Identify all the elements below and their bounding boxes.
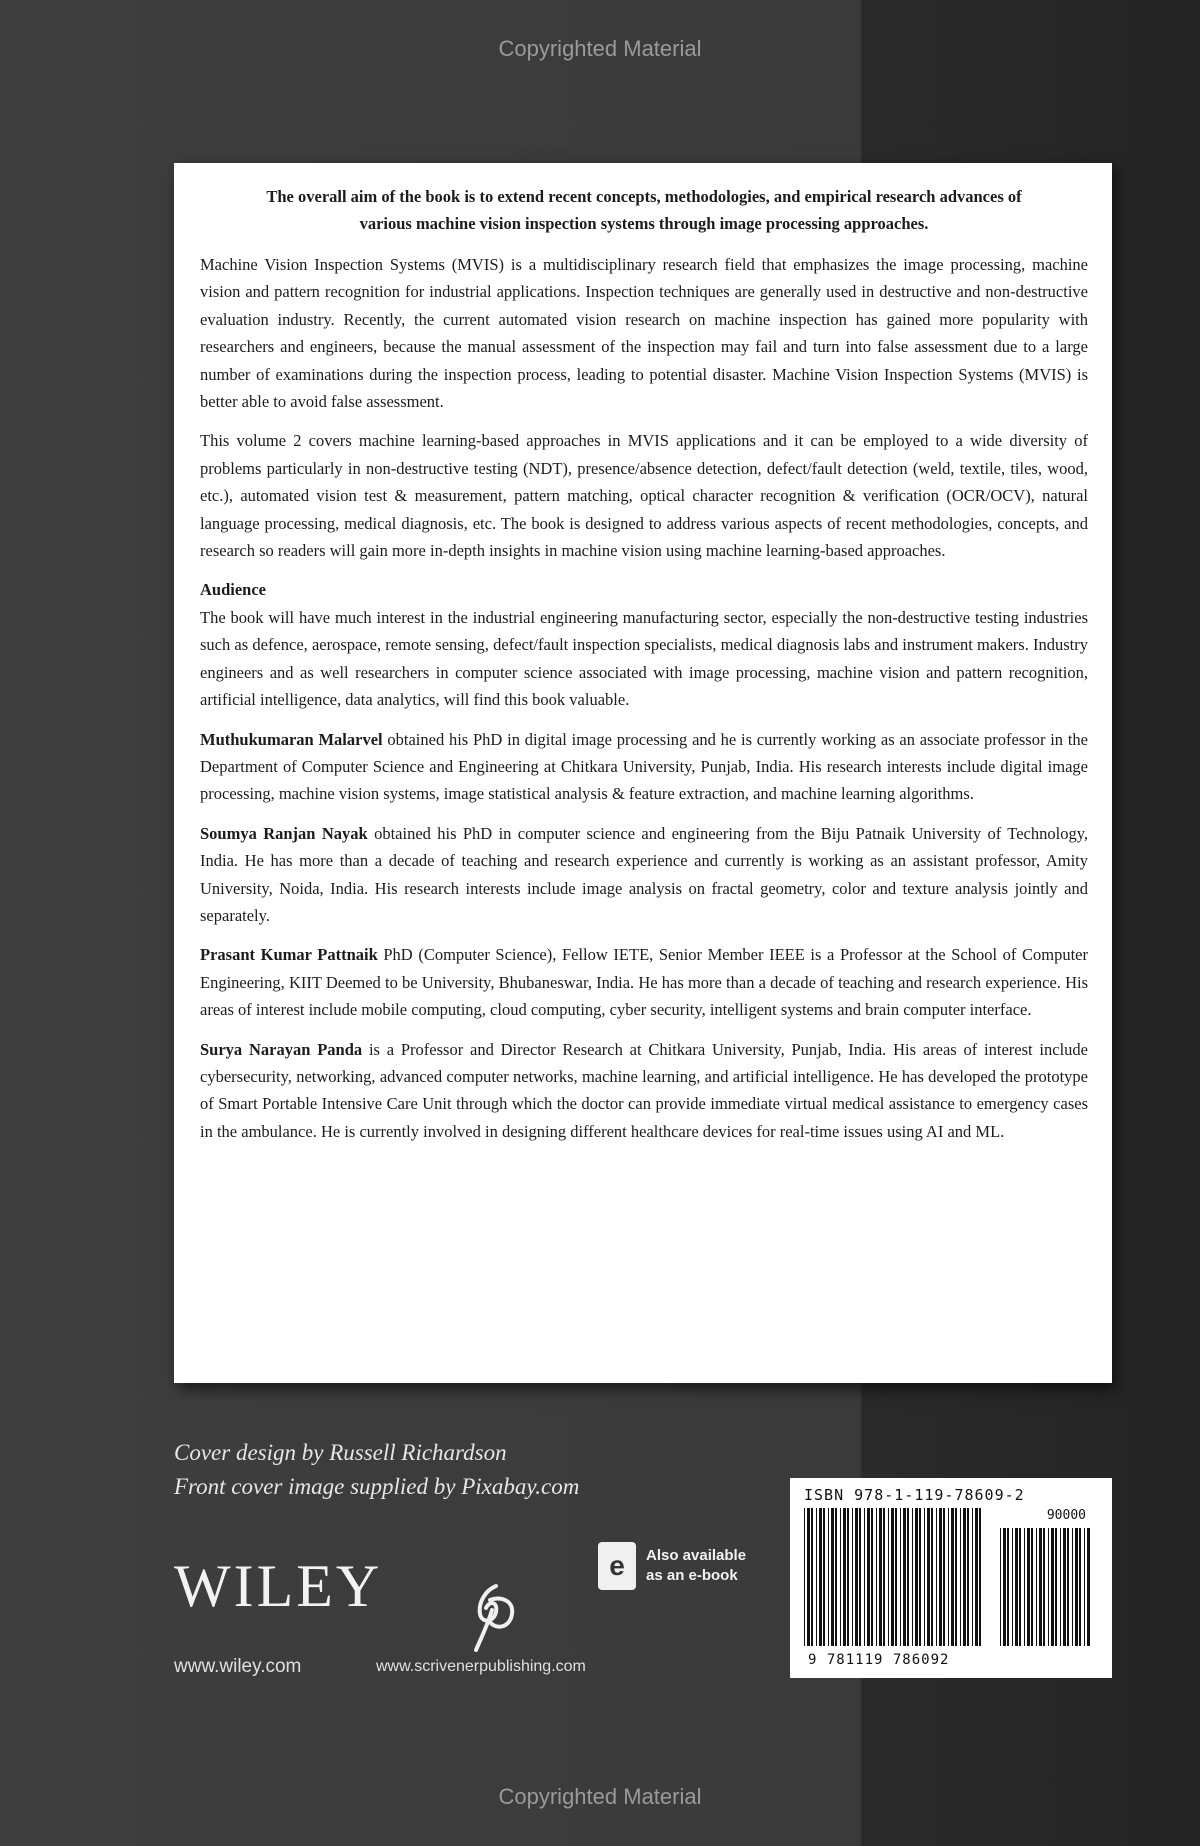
barcode-bar [804,1508,805,1646]
barcode-bar [871,1508,873,1646]
paragraph-volume: This volume 2 covers machine learning-based approaches in MVIS applications and it can be employed to a wide diversity of problems particularly in non-destructive testing (NDT), presence/absence detection, defect/fault detection (weld, textile, tiles, wood, etc.), automated vision test & measurement, pattern matching, optical character recognition & verification (OCR/OCV), natural language processing, medical diagnosis, etc. The book is designed to address various aspects of recent methodologies, concepts, and research so readers will gain more in-depth insights in machine vision using machine learning-based approaches. [200,431,1088,561]
barcode-bar [891,1508,894,1646]
barcode-bar [828,1508,829,1646]
barcode-bar [963,1508,966,1646]
barcode-bar [823,1508,825,1646]
barcode-bars-main [804,1508,984,1646]
barcode-bar [867,1508,870,1646]
author-name: Surya Narayan Panda [200,1039,363,1059]
barcode-number: 9 781119 786092 [808,1652,950,1668]
barcode-bar [951,1508,954,1646]
barcode-bar [1039,1528,1042,1646]
barcode-bar [1031,1528,1033,1646]
barcode-bar [831,1508,834,1646]
front-image-credit: Front cover image supplied by Pixabay.com [174,1474,580,1499]
isbn-barcode [790,1478,1112,1678]
barcode-bar [879,1508,882,1646]
copyright-watermark-top: Copyrighted Material [498,36,702,61]
ebook-badge [598,1542,746,1590]
wiley-logo: WILEY [174,1553,383,1619]
scrivener-url: www.scrivenerpublishing.com [376,1658,586,1675]
barcode-bar [915,1508,918,1646]
barcode-bar [912,1508,913,1646]
barcode-bar [847,1508,849,1646]
barcode-bar [1067,1528,1069,1646]
barcode-bar [1087,1528,1090,1646]
back-cover-text-panel [174,163,1112,1383]
barcode-bar [927,1508,930,1646]
ebook-icon: e [598,1542,636,1590]
barcode-bar [903,1508,906,1646]
barcode-bar [931,1508,933,1646]
barcode-bar [1051,1528,1054,1646]
author-bio-text: is a Professor and Director Research at Chitkara University, Punjab, India. His areas of interest include cybersecurity, networking, advanced computer networks, machine learning, and artificial intelligence. He has developed the prototype of Smart Portable Intensive Care Unit through which the doctor can provide immediate virtual medical assistance to emergency cases in the ambulance. He is currently involved in designing different healthcare devices for real-time issues using AI and ML. [200,1039,1088,1141]
barcode-bars-addon [1000,1528,1090,1646]
barcode-bar [967,1508,969,1646]
barcode-bar [960,1508,961,1646]
barcode-bar [1003,1528,1006,1646]
barcode-bar [948,1508,949,1646]
author-bio-text: obtained his PhD in digital image processing and he is currently working as an associate professor in the Department of Computer Science and Engineering at Chitkara University, Punjab, India. His research interests include digital image processing, machine vision systems, image statistical analysis & feature extraction, and machine learning algorithms. [200,729,1088,804]
barcode-bar [1000,1528,1001,1646]
barcode-bar [883,1508,885,1646]
barcode-bar [864,1508,865,1646]
barcode-bar [924,1508,925,1646]
barcode-bar [811,1508,813,1646]
author-bio [200,726,1088,808]
barcode-bar [1079,1528,1081,1646]
barcode-bar [1060,1528,1061,1646]
barcode-bar [955,1508,957,1646]
barcode-bar [939,1508,942,1646]
barcode-bar [943,1508,945,1646]
barcode-bar [852,1508,853,1646]
ebook-line2: as an e-book [646,1567,738,1584]
copyright-watermark-bottom: Copyrighted Material [498,1784,702,1809]
barcode-bar [895,1508,897,1646]
cover-design-credit: Cover design by Russell Richardson [174,1440,507,1465]
barcode-bar [1007,1528,1009,1646]
audience-heading: Audience [200,580,266,600]
audience-section [200,576,1088,713]
barcode-bar [907,1508,909,1646]
barcode-bar [1084,1528,1085,1646]
barcode-bar [1019,1528,1021,1646]
barcode-bar [1015,1528,1018,1646]
barcode-bar [819,1508,822,1646]
barcode-bar [843,1508,846,1646]
wiley-url: www.wiley.com [174,1656,302,1677]
barcode-bar [816,1508,817,1646]
isbn-text: ISBN 978-1-119-78609-2 [804,1486,1025,1504]
barcode-bar [855,1508,858,1646]
scrivener-logo-icon [456,1580,526,1652]
barcode-bar [888,1508,889,1646]
author-bio [200,941,1088,1023]
barcode-addon-number: 90000 [1046,1508,1086,1523]
barcode-bar [1027,1528,1030,1646]
author-bio [200,1036,1088,1146]
ebook-line1: Also available [646,1547,747,1564]
barcode-bar [807,1508,810,1646]
barcode-bar [1012,1528,1013,1646]
audience-text: The book will have much interest in the industrial engineering manufacturing sector, especially the non-destructive testing industries such as defence, aerospace, remote sensing, defect/fault inspection specialists, medical diagnosis labs and instrument makers. Industry engineers and as well researchers in computer science associated with image processing, machine vision and pattern recognition, artificial intelligence, data analytics, will find this book valuable. [200,607,1088,710]
author-name: Prasant Kumar Pattnaik [200,945,378,965]
barcode-bar [1043,1528,1045,1646]
barcode-bar [1072,1528,1073,1646]
barcode-bar [876,1508,877,1646]
barcode-bar [979,1508,981,1646]
author-bio-text: obtained his PhD in computer science and engineering from the Biju Patnaik University of Technology, India. He has more than a decade of teaching and research experience and currently is working as an assistant professor, Amity University, Noida, India. His research interests include image analysis on fractal geometry, color and texture analysis jointly and separately. [200,823,1088,925]
barcode-bar [840,1508,841,1646]
barcode-bar [1075,1528,1078,1646]
barcode-bar [1024,1528,1025,1646]
barcode-bar [835,1508,837,1646]
barcode-bar [936,1508,937,1646]
barcode-bar [975,1508,978,1646]
barcode-bar [1055,1528,1057,1646]
author-bio-text: PhD (Computer Science), Fellow IETE, Senior Member IEEE is a Professor at the School of Computer Engineering, KIIT Deemed to be University, Bhubaneswar, India. He has more than a decade of teaching and research experience. His areas of interest include mobile computing, cloud computing, cyber security, intelligent systems and brain computer interface. [200,945,1088,1020]
barcode-bar [859,1508,861,1646]
barcode-bar [972,1508,973,1646]
barcode-bar [1063,1528,1066,1646]
intro-statement: The overall aim of the book is to extend recent concepts, methodologies, and empirical research advances of various machine vision inspection systems through image processing approaches. [266,187,1022,233]
author-bio [200,820,1088,930]
cover-credits [174,1436,579,1504]
barcode-bar [1048,1528,1049,1646]
author-name: Soumya Ranjan Nayak [200,823,368,843]
barcode-bar [919,1508,921,1646]
barcode-bar [1036,1528,1037,1646]
paragraph-mvis: Machine Vision Inspection Systems (MVIS) is a multidisciplinary research field that emphasizes the image processing, machine vision and pattern recognition for industrial applications. Inspection techniques are generally used in destructive and non-destructive evaluation industry. Recently, the current automated vision research on machine inspection has gained more popularity with researchers and engineers, because the manual assessment of the inspection may fail and turn into false assessment due to a large number of examinations during the inspection process, leading to potential disaster. Machine Vision Inspection Systems (MVIS) is better able to avoid false assessment. [200,255,1088,412]
barcode-bar [900,1508,901,1646]
author-name: Muthukumaran Malarvel [200,729,383,749]
